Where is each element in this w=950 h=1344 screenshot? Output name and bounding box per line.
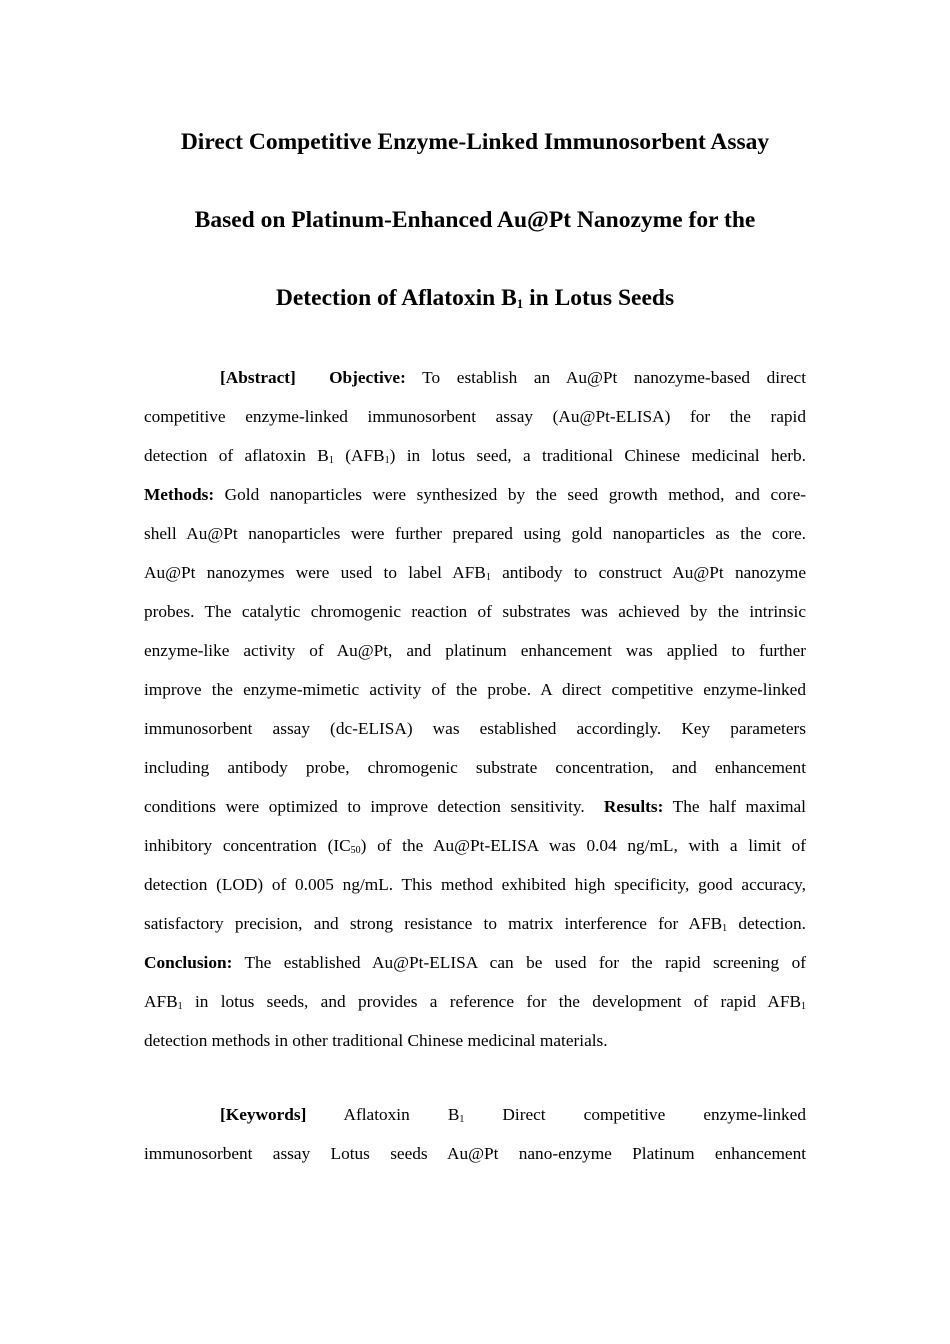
abstract-line [144,405,806,429]
methods-label: Methods: [144,485,215,504]
title-text-2: Based on Platinum-Enhanced Au@Pt Nanozyme for the [194,207,756,233]
abstract-label: [Abstract] [220,368,296,387]
abstract-text: competitive enzyme-linked immunosorbent assay (Au@Pt-ELISA) for the rapid [144,407,806,426]
title-subscript: 1 [516,296,524,311]
abstract-line [144,522,806,546]
abstract-text: The half maximal [663,797,806,816]
abstract-line [144,678,806,702]
abstract-line [144,600,806,624]
subscript: 1 [177,1001,183,1012]
abstract-text: conditions were optimized to improve detection sensitivity. [144,797,585,816]
subscript: 1 [801,1001,806,1012]
abstract-text: Gold nanoparticles were synthesized by the seed growth method, and core- [214,485,806,504]
results-label: Results: [603,797,664,816]
abstract-line [144,561,806,585]
keyword: Platinum enhancement [632,1144,807,1163]
keyword: Au@Pt nano-enzyme [447,1144,612,1163]
abstract-line [144,483,806,507]
abstract-text: ) of the Au@Pt-ELISA was 0.04 ng/mL, with a limit of [360,836,806,855]
subscript: 1 [328,455,334,466]
conclusion-label: Conclusion: [144,953,233,972]
abstract-line [144,990,806,1014]
paper-title-line-3 [100,283,850,313]
title-text-3a: Detection of Aflatoxin B [275,285,517,311]
abstract-text: satisfactory precision, and strong resistance to matrix interference for AFB [144,914,723,933]
abstract-text: detection (LOD) of 0.005 ng/mL. This method exhibited high specificity, good accuracy, [144,875,806,894]
abstract-text: enzyme-like activity of Au@Pt, and platinum enhancement was applied to further [144,641,806,660]
keywords-label: [Keywords] [220,1105,307,1124]
keywords-line [144,1142,806,1166]
abstract-line [144,1029,806,1053]
keyword: Direct competitive enzyme-linked [502,1105,806,1124]
keyword: immunosorbent assay [144,1144,311,1163]
abstract-line [144,444,806,468]
abstract-line [220,366,806,390]
abstract-line [144,795,806,819]
title-text-1: Direct Competitive Enzyme-Linked Immunosorbent Assay [180,129,770,155]
abstract-text: ) in lotus seed, a traditional Chinese medicinal herb. [389,446,807,465]
abstract-text: including antibody probe, chromogenic substrate concentration, and enhancement [144,758,806,777]
subscript: 1 [384,455,390,466]
abstract-text: (AFB [333,446,385,465]
abstract-text: detection of aflatoxin B [144,446,329,465]
abstract-text: shell Au@Pt nanoparticles were further prepared using gold nanoparticles as the core. [144,524,806,543]
abstract-line [144,639,806,663]
subscript: 1 [459,1114,465,1125]
abstract-line [144,951,806,975]
abstract-text: AFB [144,992,178,1011]
objective-label: Objective: [329,368,406,387]
abstract-text: To establish an Au@Pt nanozyme-based direct [405,368,806,387]
abstract-text: detection. [727,914,806,933]
abstract-line [144,912,806,936]
keywords-line [220,1103,806,1127]
abstract-text: The established Au@Pt-ELISA can be used for the rapid screening of [232,953,806,972]
paper-title-line-1 [100,127,850,157]
subscript: 50 [350,845,361,856]
abstract-text: detection methods in other traditional Chinese medicinal materials. [144,1031,608,1050]
title-text-3b: in Lotus Seeds [523,285,675,311]
abstract-line [144,756,806,780]
paper-title-line-2 [100,205,850,235]
abstract-text: in lotus seeds, and provides a reference for the development of rapid AFB [182,992,801,1011]
keyword: Aflatoxin B [343,1105,460,1124]
subscript: 1 [722,923,728,934]
abstract-text: probes. The catalytic chromogenic reaction of substrates was achieved by the intrinsic [144,602,806,621]
abstract-line [144,717,806,741]
abstract-text: Au@Pt nanozymes were used to label AFB [144,563,486,582]
abstract-line [144,873,806,897]
abstract-line [144,834,806,858]
keyword: Lotus seeds [330,1144,428,1163]
abstract-text: antibody to construct Au@Pt nanozyme [490,563,806,582]
subscript: 1 [485,572,491,583]
abstract-text: improve the enzyme-mimetic activity of the probe. A direct competitive enzyme-linked [144,680,806,699]
abstract-text: inhibitory concentration (IC [144,836,351,855]
abstract-text: immunosorbent assay (dc-ELISA) was established accordingly. Key parameters [144,719,806,738]
